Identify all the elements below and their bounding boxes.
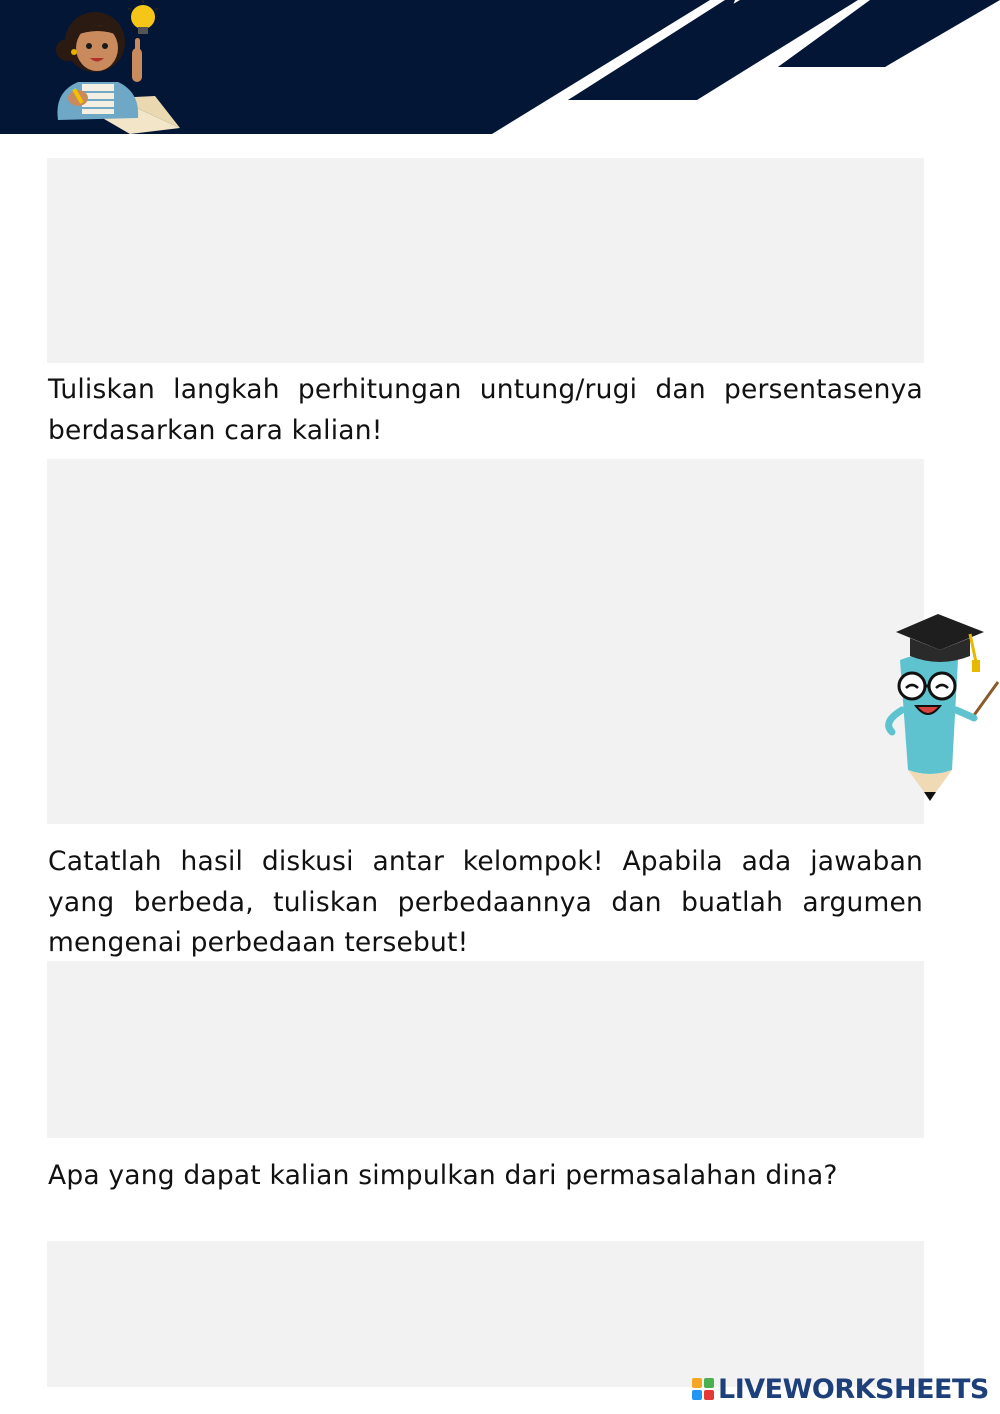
answer-box-4[interactable] — [47, 1241, 924, 1387]
answer-box-1[interactable] — [47, 158, 924, 363]
girl-with-lightbulb-icon — [40, 0, 190, 138]
liveworksheets-logo — [692, 1372, 989, 1406]
answer-field-2[interactable] — [47, 459, 924, 824]
liveworksheets-logo-text: LIVEWORKSHEETS — [718, 1373, 989, 1405]
answer-field-3[interactable] — [47, 961, 924, 1138]
header-banner — [0, 0, 1000, 140]
pencil-graduate-icon — [860, 610, 1000, 805]
answer-box-2[interactable] — [47, 459, 924, 824]
answer-field-1[interactable] — [47, 158, 924, 363]
answer-field-4[interactable] — [47, 1241, 924, 1387]
question-2: Catatlah hasil diskusi antar kelompok! Apabila ada jawaban yang berbeda, tuliskan perbedaannya dan buatlah argumen mengenai perbedaan tersebut! — [48, 846, 923, 958]
question-1: Tuliskan langkah perhitungan untung/rugi dan persentasenya berdasarkan cara kalian! — [48, 374, 923, 446]
question-3: Apa yang dapat kalian simpulkan dari permasalahan dina? — [48, 1160, 838, 1191]
liveworksheets-logo-icon — [692, 1378, 714, 1400]
answer-box-3[interactable] — [47, 961, 924, 1138]
